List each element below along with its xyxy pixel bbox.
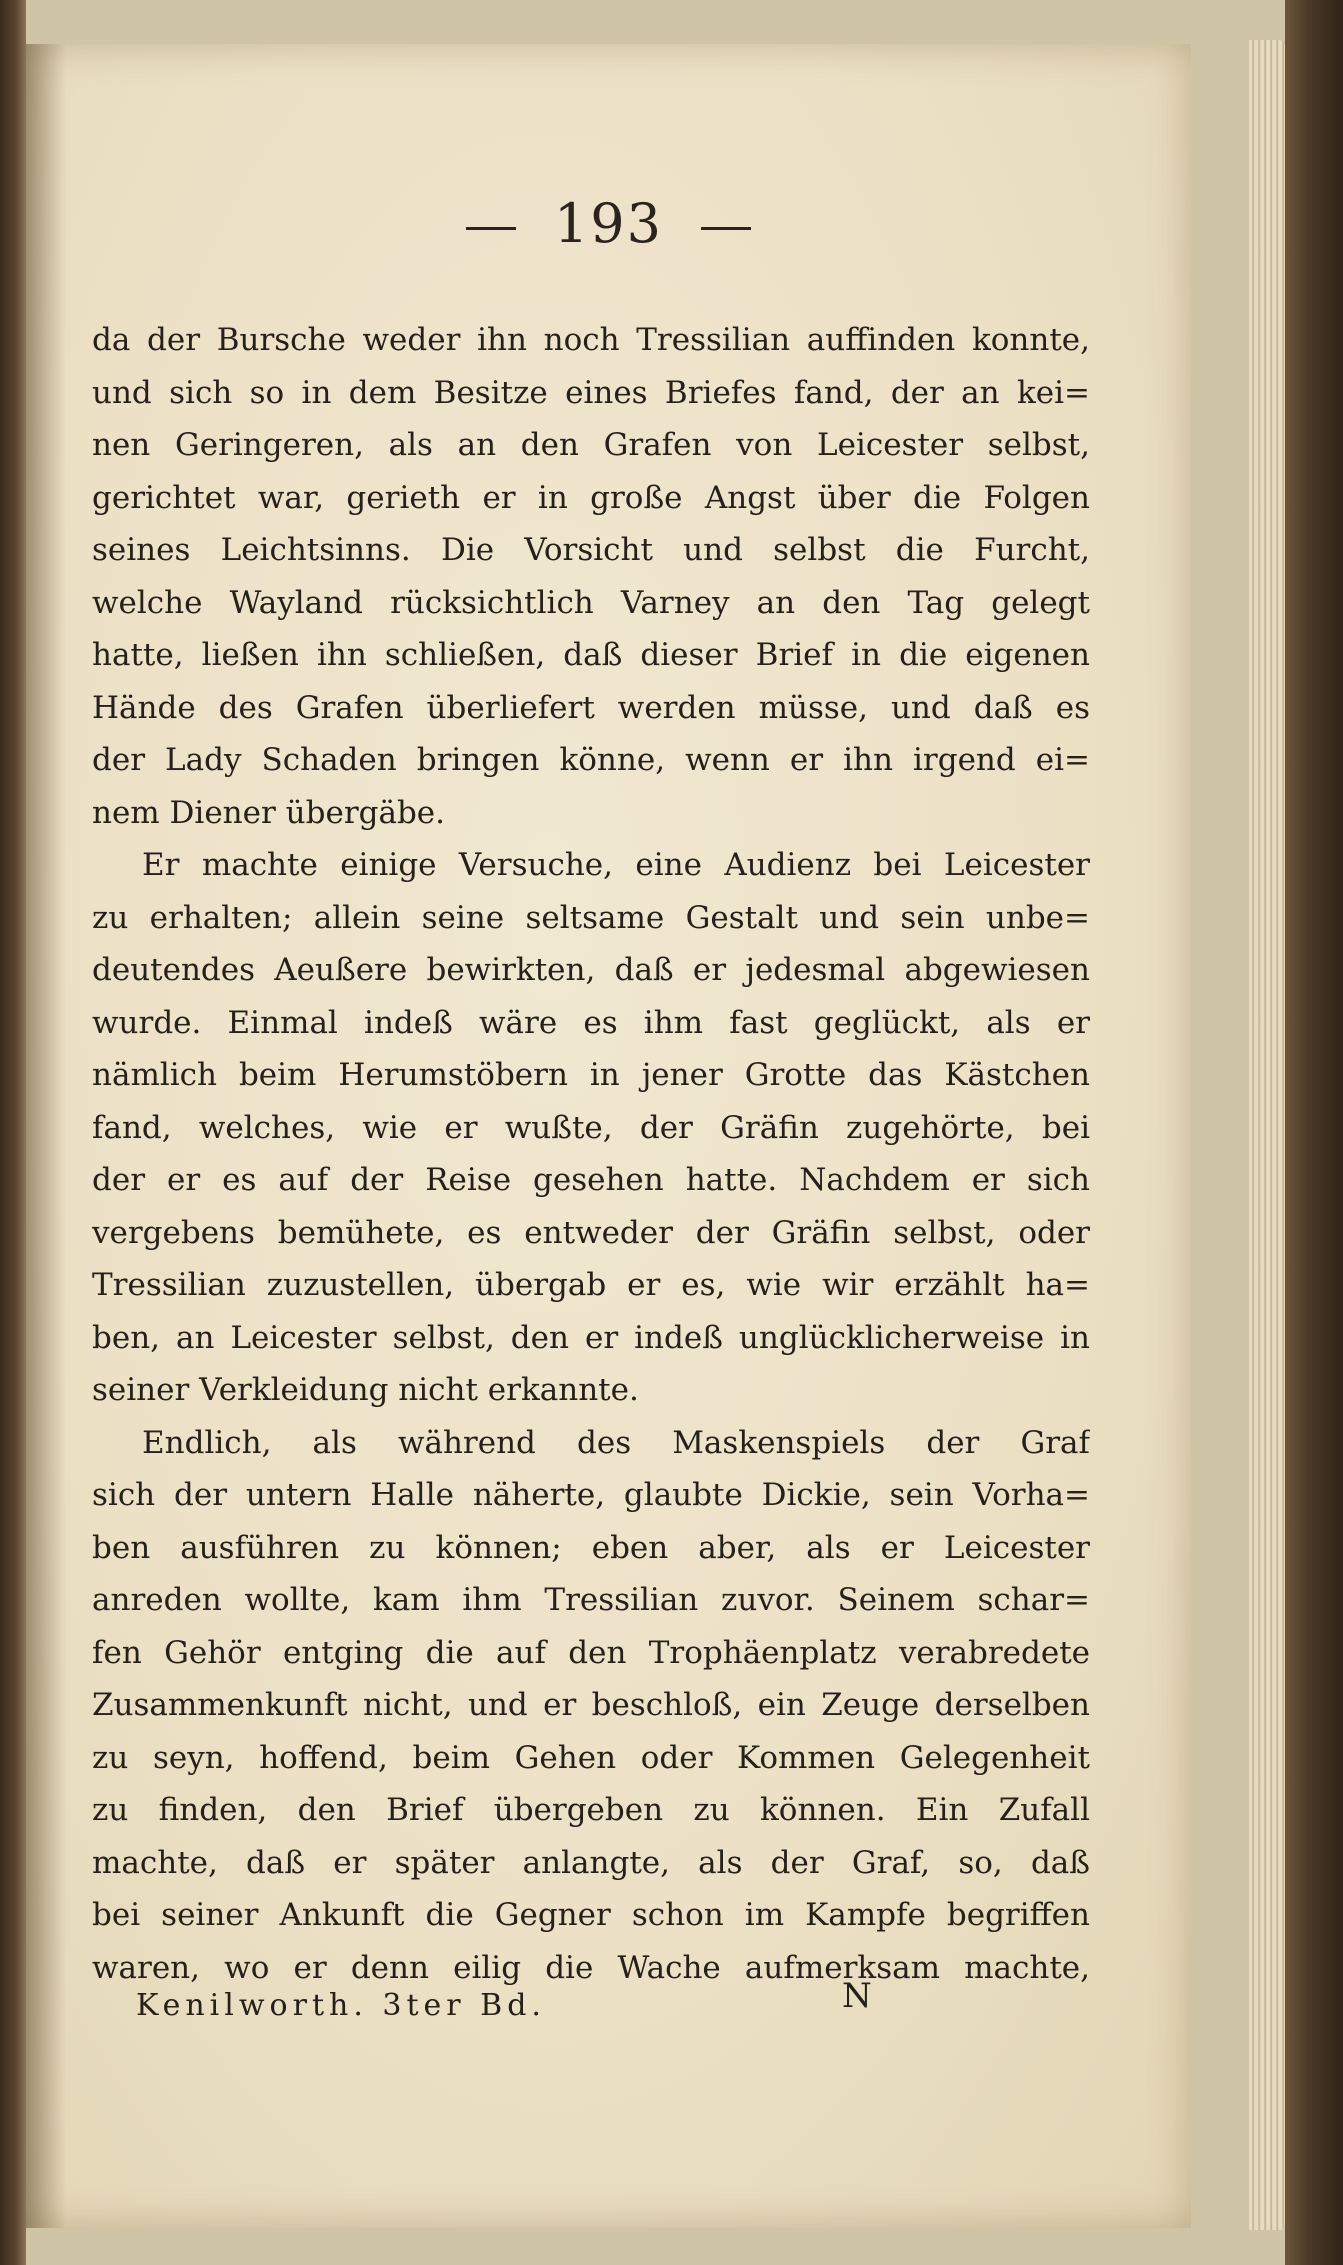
gutter-shadow [26,44,66,2228]
page-number: 193 [553,192,664,255]
text-line: wurde. Einmal indeß wäre es ihm fast geglückt, als er [92,1004,1090,1041]
text-line: bei seiner Ankunft die Gegner schon im Kampfe begriffen [92,1897,1090,1933]
book-cover-left [0,0,26,2265]
header-dash-left [466,227,516,230]
text-line: Zusammenkunft nicht, und er beschloß, ein Zeuge derselben [92,1687,1090,1723]
text-line: machte, daß er später anlangte, als der Graf, so, daß [92,1844,1090,1881]
text-line: gerichtet war, gerieth er in große Angst über die Folgen [92,479,1090,516]
text-line: und sich so in dem Besitze eines Briefes fand, der an kei= [92,374,1090,411]
text-line: der er es auf der Reise gesehen hatte. Nachdem er sich [92,1162,1090,1198]
page-edges [1249,40,1285,2230]
gathering-mark: N [842,1976,872,2016]
text-line: Er machte einige Versuche, eine Audienz bei Leicester [142,847,1090,883]
book-page [26,44,1191,2228]
text-line: Tressilian zuzustellen, übergab er es, wie wir erzählt ha= [92,1267,1090,1303]
text-line: vergebens bemühete, es entweder der Gräfin selbst, oder [92,1214,1090,1251]
page-footer [136,1976,896,2023]
text-line: seines Leichtsinns. Die Vorsicht und selbst die Furcht, [92,532,1090,568]
text-line: zu finden, den Brief übergeben zu können. Ein Zufall [92,1792,1090,1828]
text-line: hatte, ließen ihn schließen, daß dieser Brief in die eigenen [92,637,1090,673]
signature-mark: Kenilworth. 3ter Bd. [136,1988,546,2023]
text-line: nen Geringeren, als an den Grafen von Leicester selbst, [92,427,1090,463]
text-line: da der Bursche weder ihn noch Tressilian auffinden konnte, [92,322,1090,358]
text-line: Hände des Grafen überliefert werden müsse, und daß es [92,689,1090,726]
text-line: zu seyn, hoffend, beim Gehen oder Kommen Gelegenheit [92,1739,1090,1776]
text-line: Endlich, als während des Maskenspiels der Graf [142,1424,1090,1461]
text-line: sich der untern Halle näherte, glaubte Dickie, sein Vorha= [92,1477,1090,1513]
text-line: ben, an Leicester selbst, den er indeß unglücklicherweise in [92,1319,1090,1356]
book-cover-right [1285,0,1343,2265]
text-line: waren, wo er denn eilig die Wache aufmerksam machte, [92,1949,1090,1986]
text-line: anreden wollte, kam ihm Tressilian zuvor. Seinem schar= [92,1582,1090,1618]
text-line: fand, welches, wie er wußte, der Gräfin zugehörte, bei [92,1109,1090,1146]
text-line: nem Diener übergäbe. [92,794,446,831]
text-line: welche Wayland rücksichtlich Varney an den Tag gelegt [92,584,1090,621]
text-line: nämlich beim Herumstöbern in jener Grotte das Kästchen [92,1057,1090,1093]
header-dash-right [701,227,751,230]
text-line: seiner Verkleidung nicht erkannte. [92,1372,639,1408]
text-line: der Lady Schaden bringen könne, wenn er ihn irgend ei= [92,742,1090,778]
text-line: fen Gehör entging die auf den Trophäenplatz verabredete [92,1634,1090,1671]
text-line: deutendes Aeußere bewirkten, daß er jedesmal abgewiesen [92,952,1090,988]
text-line: ben ausführen zu können; eben aber, als er Leicester [92,1529,1090,1566]
page-header [26,192,1191,255]
page-body-text [92,314,1090,1994]
text-line: zu erhalten; allein seine seltsame Gestalt und sein unbe= [92,899,1090,936]
